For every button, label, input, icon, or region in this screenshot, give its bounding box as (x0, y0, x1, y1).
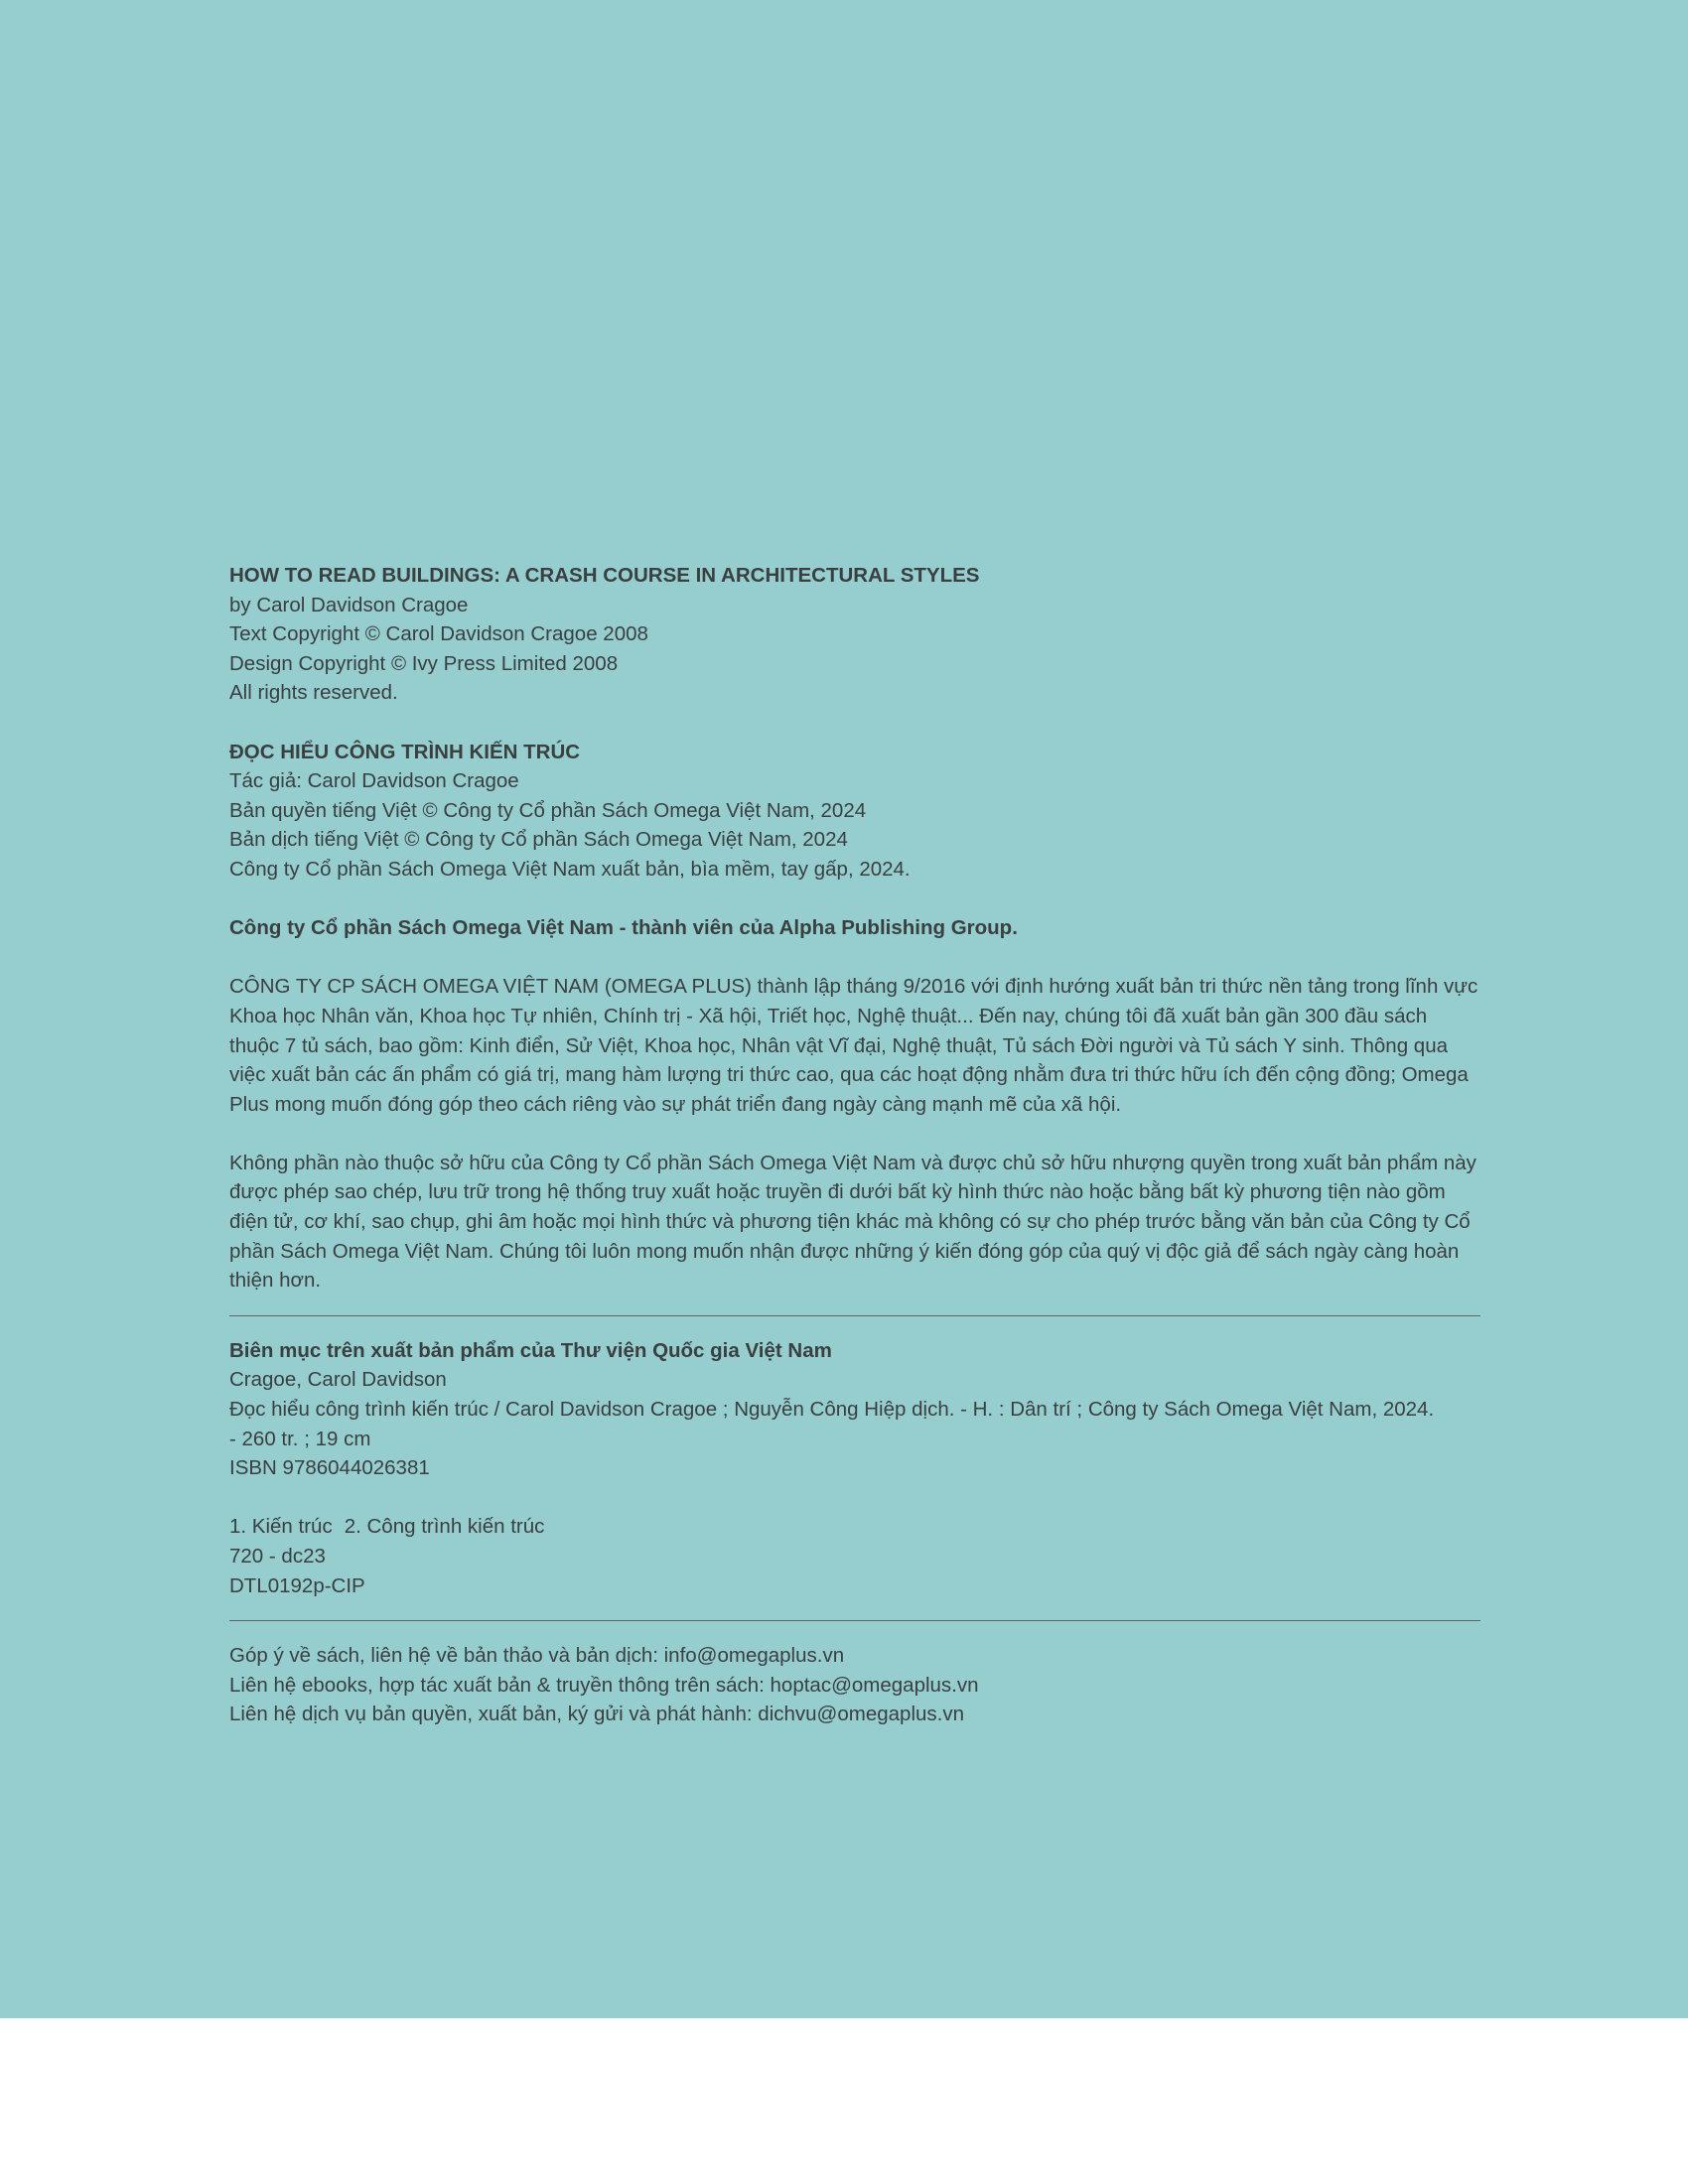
original-author: by Carol Davidson Cragoe (229, 593, 469, 616)
contact-services: Liên hệ dịch vụ bản quyền, xuất bản, ký gửi và phát hành: dichvu@omegaplus.vn (229, 1703, 964, 1726)
about-paragraph: CÔNG TY CP SÁCH OMEGA VIỆT NAM (OMEGA PLUS) thành lập tháng 9/2016 với định hướng xuất bản tri thức nền tảng trong lĩnh vực Khoa học Nhân văn, Khoa học Tự nhiên, Chính trị - Xã hội, Triết học, Nghệ thuật... Đến nay, chúng tôi đã xuất bản gần 300 đầu sách thuộc 7 tủ sách, bao gồm: Kinh điển, Sử Việt, Khoa học, Nhân vật Vĩ đại, Nghệ thuật, Tủ sách Đời người và Tủ sách Y sinh. Thông qua việc xuất bản các ấn phẩm có giá trị, mang hàm lượng tri thức cao, qua các hoạt động nhằm đưa tri thức hữu ích đến cộng đồng; Omega Plus mong muốn đóng góp theo cách riêng vào sự phát triển đang ngày càng mạnh mẽ của xã hội. (229, 975, 1478, 1116)
contact-ebooks: Liên hệ ebooks, hợp tác xuất bản & truyền thông trên sách: hoptac@omegaplus.vn (229, 1673, 979, 1697)
copyright-page (229, 561, 1480, 1729)
catalog-title-entry: Đọc hiểu công trình kiến trúc / Carol Davidson Cragoe ; Nguyễn Công Hiệp dịch. - H. : Dân trí ; Công ty Sách Omega Việt Nam, 2024. (229, 1398, 1435, 1422)
rights-paragraph: Không phần nào thuộc sở hữu của Công ty Cổ phần Sách Omega Việt Nam và được chủ sở hữu nhượng quyền trong xuất bản phẩm này được phép sao chép, lưu trữ trong hệ thống truy xuất hoặc truyền đi dưới bất kỳ hình thức nào hoặc bằng bất kỳ phương tiện nào gồm điện tử, cơ khí, sao chụp, ghi âm hoặc mọi hình thức và phương tiện khác mà không có sự cho phép trước bằng văn bản của Công ty Cổ phần Sách Omega Việt Nam. Chúng tôi luôn mong muốn nhận được những ý kiến đóng góp của quý vị độc giả để sách ngày càng hoàn thiện hơn. (229, 1151, 1477, 1293)
catalog-subject-1: 1. Kiến trúc (229, 1515, 333, 1539)
divider-top (229, 1315, 1480, 1316)
vietnamese-title: ĐỌC HIỂU CÔNG TRÌNH KIẾN TRÚC (229, 740, 581, 763)
text-copyright: Text Copyright © Carol Davidson Cragoe 2008 (229, 622, 648, 646)
vietnamese-author: Tác giả: Carol Davidson Cragoe (229, 769, 519, 793)
publisher-member-line: Công ty Cổ phần Sách Omega Việt Nam - thành viên của Alpha Publishing Group. (229, 916, 1018, 940)
divider-bottom (229, 1620, 1480, 1621)
catalog-subjects (229, 1512, 1480, 1542)
catalog-classification: 720 - dc23 (229, 1545, 326, 1568)
translation-copyright: Bản dịch tiếng Việt © Công ty Cổ phần Sách Omega Việt Nam, 2024 (229, 828, 848, 852)
vietnamese-copyright: Bản quyền tiếng Việt © Công ty Cổ phần Sách Omega Việt Nam, 2024 (229, 798, 867, 822)
contact-feedback: Góp ý về sách, liên hệ về bản thảo và bản dịch: info@omegaplus.vn (229, 1644, 845, 1668)
rights-reserved: All rights reserved. (229, 681, 398, 705)
catalog-subject-2: 2. Công trình kiến trúc (344, 1515, 545, 1539)
cataloging-block (229, 1336, 1480, 1600)
original-title: HOW TO READ BUILDINGS: A CRASH COURSE IN ARCHITECTURAL STYLES (229, 564, 980, 587)
catalog-author-entry: Cragoe, Carol Davidson (229, 1368, 447, 1392)
catalog-isbn: ISBN 9786044026381 (229, 1456, 430, 1480)
design-copyright: Design Copyright © Ivy Press Limited 2008 (229, 651, 619, 675)
cataloging-heading: Biên mục trên xuất bản phẩm của Thư viện Quốc gia Việt Nam (229, 1338, 832, 1362)
catalog-physical: - 260 tr. ; 19 cm (229, 1427, 371, 1450)
catalog-record-id: DTL0192p-CIP (229, 1573, 365, 1597)
original-edition-block (229, 561, 1480, 708)
vietnamese-edition-block (229, 738, 1480, 885)
contacts-block (229, 1641, 1480, 1729)
publication-info: Công ty Cổ phần Sách Omega Việt Nam xuất bản, bìa mềm, tay gấp, 2024. (229, 857, 911, 881)
